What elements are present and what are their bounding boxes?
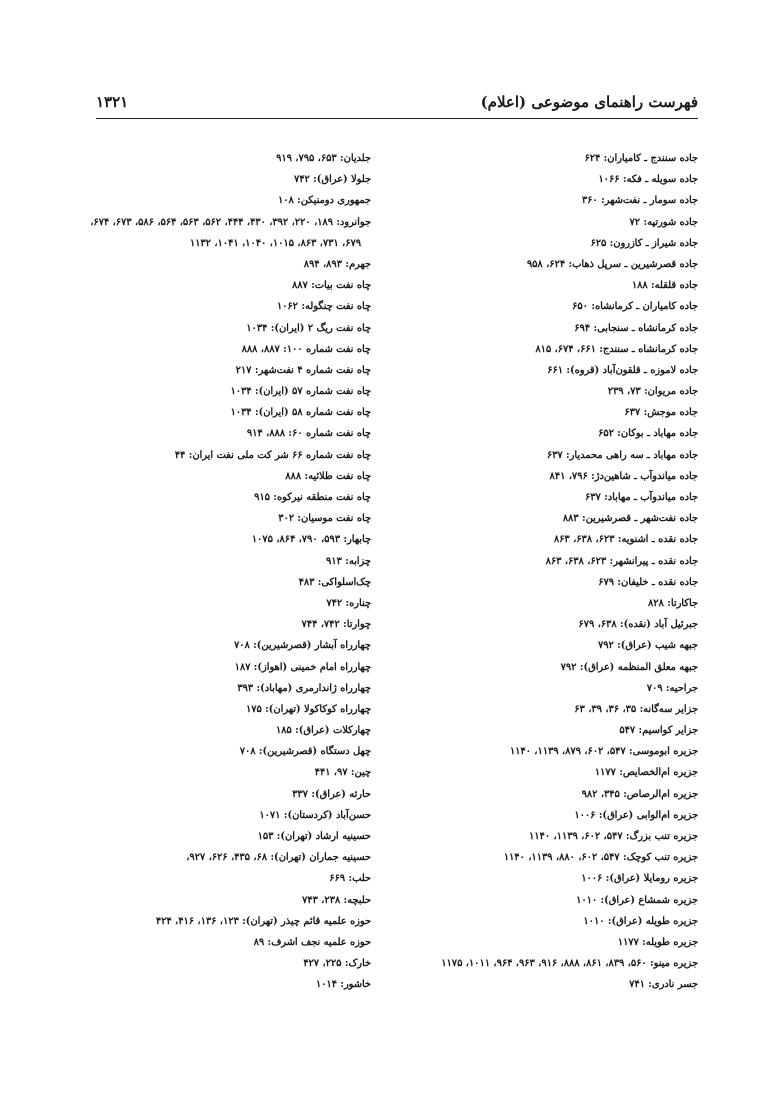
index-entry: جاده مهاباد ـ بوکان: ۶۵۲ — [598, 428, 698, 440]
index-entry: چهارراه کوکاکولا (تهران): ۱۷۵ — [245, 703, 371, 715]
index-entry: جزایر سه‌گانه: ۳۵، ۳۶، ۳۹، ۶۳ — [574, 703, 698, 715]
index-entry: چاه نفت شماره ۶۶ شر کت ملی نفت ایران: ۴۴ — [174, 449, 371, 461]
index-entry: جزیره مینو: ۵۶۰، ۸۳۹، ۸۶۱، ۸۸۸، ۹۱۶، ۹۶۳، ۹۶۴، ۱۰۱۱، ۱۱۷۵ — [441, 958, 698, 970]
index-entry: چوارتا: ۷۴۲، ۷۴۴ — [301, 619, 371, 631]
index-entry: چاه نفت ریگ ۲ (ایران): ۱۰۳۴ — [246, 322, 371, 334]
index-entry: جهرم: ۸۹۳، ۸۹۴ — [303, 258, 371, 270]
index-entry: جاده شورتپه: ۷۲ — [629, 216, 698, 228]
index-entry: جسر نادری: ۷۴۱ — [629, 979, 698, 991]
index-entry: جاده شیراز ـ کازرون: ۶۲۵ — [590, 237, 698, 249]
index-entry: جزیره ام‌الخصایص: ۱۱۷۷ — [594, 767, 698, 779]
header-title: فهرست راهنمای موضوعی (اعلام) — [480, 93, 698, 111]
index-entry: جاده سومار ـ نفت‌شهر: ۳۶۰ — [581, 195, 698, 207]
header-rule — [96, 118, 698, 119]
index-entry: جزیره طویله (عراق): ۱۰۱۰ — [583, 915, 698, 927]
index-entry: جاده نقده ـ اشنویه: ۶۲۳، ۶۳۸، ۸۶۳ — [553, 534, 698, 546]
index-entry: حسینیه جماران (تهران): ۶۸، ۴۳۵، ۶۲۶، ۹۲۷، — [186, 852, 371, 864]
index-entry: جبهه معلق المنظمه (عراق): ۷۹۲ — [560, 661, 698, 673]
index-entry: جزیره ابوموسی: ۵۴۷، ۶۰۲، ۸۷۹، ۱۱۳۹، ۱۱۴۰ — [509, 746, 698, 758]
index-entry: جاکارتا: ۸۲۸ — [648, 597, 698, 609]
index-entry: جزیره تنب کوچک: ۵۴۷، ۶۰۲، ۸۸۰، ۱۱۳۹، ۱۱۴۰ — [503, 852, 698, 864]
index-entry: حلب: ۶۶۹ — [329, 873, 371, 885]
page-number: ۱۳۲۱ — [96, 93, 129, 111]
page-header — [96, 93, 698, 117]
index-entry: جلدیان: ۶۵۳، ۷۹۵، ۹۱۹ — [276, 153, 371, 164]
index-entry: چهارراه امام خمینی (اهواز): ۱۸۷ — [234, 661, 371, 673]
index-entry: جاده سنندج ـ کامیاران: ۶۲۴ — [584, 153, 698, 164]
index-entry: خارک: ۲۲۵، ۴۲۷ — [303, 958, 371, 970]
index-entry: چین: ۹۷، ۴۴۱ — [314, 767, 371, 779]
index-entry: چهارکلات (عراق): ۱۸۵ — [275, 725, 371, 737]
index-entry: حسینیه ارشاد (تهران): ۱۵۳ — [257, 831, 371, 842]
index-entry: چاه نفت موسیان: ۳۰۲ — [278, 513, 371, 525]
index-entry: چاه نفت شماره ۱۰۰: ۸۸۷، ۸۸۸ — [241, 343, 371, 355]
index-entry: چهارراه ژاندارمری (مهاباد): ۳۹۳ — [237, 682, 371, 694]
index-entry: جمهوری دومنیکن: ۱۰۸ — [277, 195, 371, 207]
index-entry: چاه نفت منطقه نیرکوه: ۹۱۵ — [254, 492, 371, 503]
index-entry: جلولا (عراق): ۷۴۲ — [293, 174, 371, 186]
index-entry: چاه نفت شماره ۴ نفت‌شهر: ۲۱۷ — [235, 364, 371, 376]
index-entry: حارثه (عراق): ۳۳۷ — [292, 788, 371, 800]
index-entry: جاده مریوان: ۷۳، ۲۳۹ — [607, 386, 698, 398]
index-entry: جزیره ام‌الرصاص: ۳۴۵، ۹۸۲ — [581, 788, 698, 800]
index-entry: چک‌اسلواکی: ۴۸۳ — [298, 576, 371, 588]
index-entry: جاده نفت‌شهر ـ قصرشیرین: ۸۸۳ — [562, 513, 698, 525]
index-entry: چهارراه آبشار (قصرشیرین): ۷۰۸ — [233, 640, 371, 652]
index-entry: چاه نفت بیات: ۸۸۷ — [291, 280, 371, 292]
index-entry: حلبچه: ۲۳۸، ۷۴۳ — [301, 894, 371, 906]
index-entry: جزیره شمشاع (عراق): ۱۰۱۰ — [576, 894, 698, 906]
index-entry: حوزه علمیه قائم چیذر (تهران): ۱۲۳، ۱۳۶، ۴۱۶، ۴۲۴ — [155, 915, 371, 927]
index-entry: چاه نفت طلائیه: ۸۸۸ — [285, 470, 371, 482]
index-column-left — [71, 148, 371, 996]
index-entry: جزیره رومایلا (عراق): ۱۰۰۶ — [581, 873, 698, 885]
index-entry: حوزه علمیه نجف اشرف: ۸۹ — [253, 936, 371, 948]
index-entry: خاشور: ۱۰۱۴ — [315, 979, 371, 991]
index-entry: چهل دستگاه (قصرشیرین): ۷۰۸ — [239, 746, 371, 758]
index-entry: جاده نقده ـ خلیفان: ۶۷۹ — [598, 576, 698, 588]
index-entry: ۶۷۹، ۷۳۱، ۸۶۳، ۱۰۱۵، ۱۰۴۰، ۱۰۴۱، ۱۱۳۲ — [189, 237, 361, 249]
index-entry: جاده کرمانشاه ـ سنجابی: ۶۹۴ — [574, 322, 698, 334]
index-entry: چاه نفت چنگوله: ۱۰۶۲ — [276, 301, 371, 313]
index-entry: جاده نقده ـ پیرانشهر: ۶۲۳، ۶۳۸، ۸۶۳ — [545, 555, 698, 567]
index-entry: چزابه: ۹۱۳ — [326, 555, 371, 567]
index-column-right — [408, 148, 698, 996]
index-entry: چابهار: ۵۹۳، ۷۹۰، ۸۶۴، ۱۰۷۵ — [251, 534, 371, 546]
index-entry: جاده موجش: ۶۳۷ — [624, 407, 698, 419]
index-entry: جزایر کواسیم: ۵۴۷ — [619, 725, 698, 737]
index-entry: جوانرود: ۱۸۹، ۲۲۰، ۳۹۲، ۴۳۰، ۴۴۴، ۵۶۲، ۵۶۳، ۵۶۴، ۵۸۶، ۶۷۳، ۶۷۴، — [90, 216, 371, 228]
index-entry: جبهه شیب (عراق): ۷۹۲ — [597, 640, 698, 652]
index-entry: چناره: ۷۴۲ — [326, 597, 371, 609]
index-entry: جاده قلقله: ۱۸۸ — [631, 280, 698, 292]
index-entry: جراحیه: ۷۰۹ — [646, 682, 698, 694]
index-entry: جاده سویله ـ فکه: ۱۰۶۶ — [598, 174, 698, 186]
index-entry: جاده کامیاران ـ کرمانشاه: ۶۵۰ — [572, 301, 698, 313]
index-entry: جبرئیل آباد (نقده): ۶۳۸، ۶۷۹ — [578, 619, 698, 631]
index-entry: جاده میاندوآب ـ شاهین‌دژ: ۷۹۶، ۸۴۱ — [549, 470, 698, 482]
index-entry: جزیره ام‌الوابی (عراق): ۱۰۰۶ — [574, 809, 698, 821]
index-entry: جاده قصرشیرین ـ سرپل ذهاب: ۶۲۴، ۹۵۸ — [526, 258, 698, 270]
index-entry: جاده لاموزه ـ قلقون‌آباد (قروه): ۶۶۱ — [547, 364, 698, 376]
index-entry: حسن‌آباد (کردستان): ۱۰۷۱ — [259, 809, 371, 821]
index-entry: جزیره تنب بزرگ: ۵۴۷، ۶۰۲، ۱۱۳۹، ۱۱۴۰ — [529, 831, 698, 842]
index-entry: چاه نفت شماره ۵۸ (ایران): ۱۰۳۴ — [230, 407, 371, 419]
index-entry: جاده میاندوآب ـ مهاباد: ۶۳۷ — [584, 492, 698, 503]
index-entry: جاده مهاباد ـ سه راهی محمدیار: ۶۳۷ — [546, 449, 698, 461]
index-entry: چاه نفت شماره ۵۷ (ایران): ۱۰۳۴ — [230, 386, 371, 398]
index-entry: جزیره طویله: ۱۱۷۷ — [617, 936, 698, 948]
index-entry: جاده کرمانشاه ـ سنندج: ۶۶۱، ۶۷۴، ۸۱۵ — [535, 343, 698, 355]
index-entry: چاه نفت شماره ۶۰: ۸۸۸، ۹۱۴ — [246, 428, 371, 440]
